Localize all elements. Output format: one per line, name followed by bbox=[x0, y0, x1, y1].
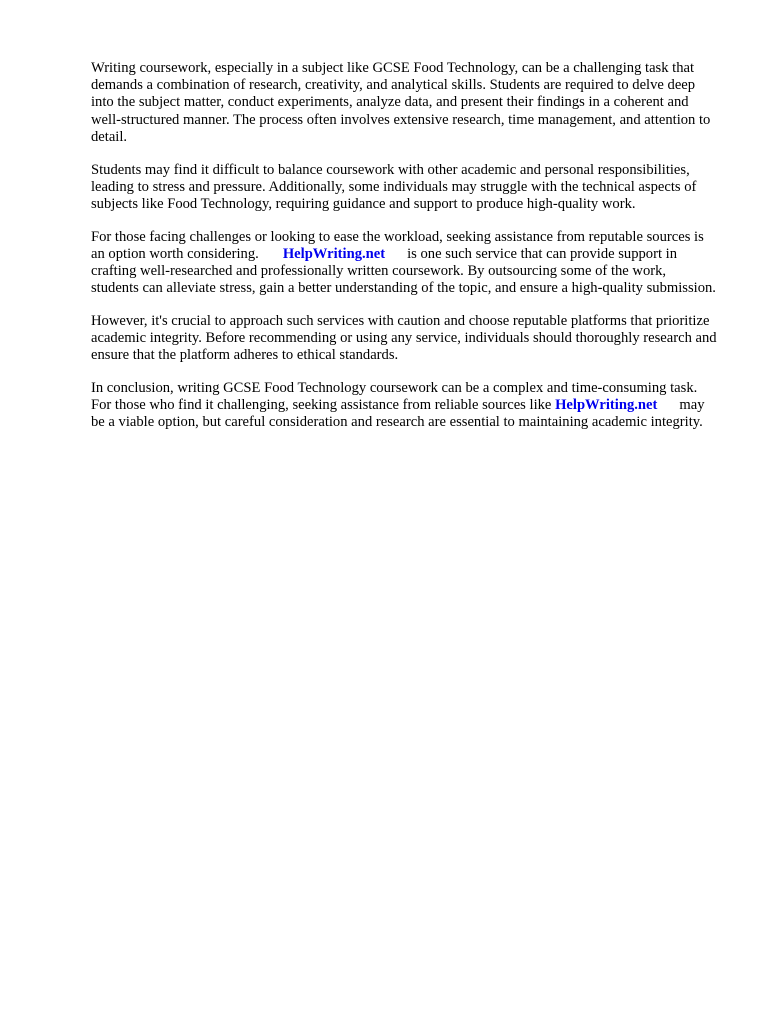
paragraph-conclusion-text-after: may be a viable option, but careful consideration and research are essential to maintaining academic integrity. bbox=[91, 397, 705, 431]
paragraph-assistance bbox=[91, 229, 717, 298]
helpwriting-link[interactable]: HelpWriting.net bbox=[282, 245, 386, 262]
paragraph-conclusion-text-before: In conclusion, writing GCSE Food Technology coursework can be a complex and time-consuming task. For those who find it challenging, seeking assistance from reliable sources like bbox=[91, 380, 698, 414]
paragraph-caution: However, it's crucial to approach such services with caution and choose reputable platforms that prioritize academic integrity. Before recommending or using any service, individuals should thoroughly research and ensure that the platform adheres to ethical standards. bbox=[91, 312, 717, 364]
paragraph-conclusion bbox=[91, 380, 717, 432]
document-body bbox=[91, 60, 717, 447]
paragraph-intro: Writing coursework, especially in a subject like GCSE Food Technology, can be a challenging task that demands a combination of research, creativity, and analytical skills. Students are required to delve deep into the subject matter, conduct experiments, analyze data, and present their findings in a coherent and well-structured manner. The process often involves extensive research, time management, and attention to detail. bbox=[91, 60, 711, 145]
helpwriting-link-conclusion[interactable]: HelpWriting.net bbox=[555, 397, 658, 414]
paragraph-challenges: Students may find it difficult to balance coursework with other academic and personal responsibilities, leading to stress and pressure. Additionally, some individuals may struggle with the technical aspects of subjects like Food Technology, requiring guidance and support to produce high-quality work. bbox=[91, 161, 697, 212]
paragraph-assistance-text-after: is one such service that can provide support in crafting well-researched and professionally written coursework. By outsourcing some of the work, students can alleviate stress, gain a better understanding of the topic, and ensure a high-quality submission. bbox=[91, 245, 716, 297]
paragraph-assistance-text-before: For those facing challenges or looking to ease the workload, seeking assistance from reputable sources is an option worth considering. bbox=[91, 228, 704, 262]
